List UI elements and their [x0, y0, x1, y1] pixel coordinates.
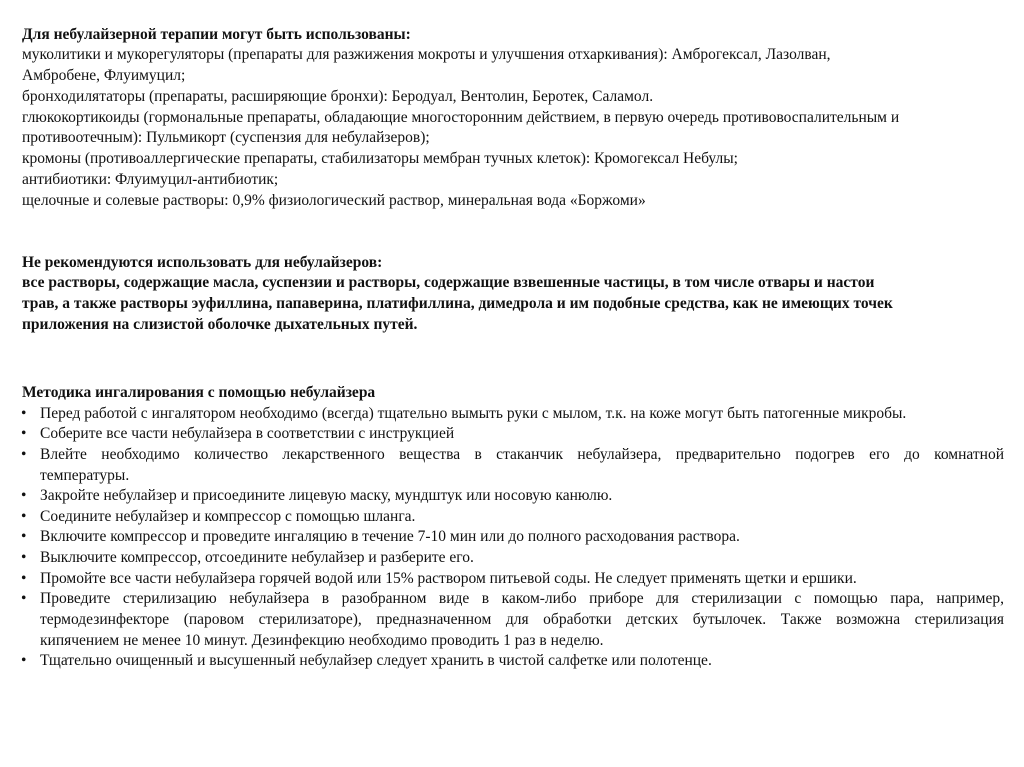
list-item-text: Промойте все части небулайзера горячей водой или 15% раствором питьевой соды. Не следует применять щетки и ершики. — [40, 570, 857, 587]
bullet-icon: • — [21, 570, 27, 587]
bullet-icon: • — [21, 590, 27, 607]
bullet-icon: • — [21, 652, 27, 669]
list-item-text: Проведите стерилизацию небулайзера в разобранном виде в каком-либо приборе для стерилизации с помощью пара, например, — [40, 590, 1004, 607]
section1-heading: Для небулайзерной терапии могут быть использованы: — [22, 26, 411, 43]
list-item-text: термодезинфекторе (паровом стерилизаторе), предназначенном для обработки детских бутылочек. Также возможна стерилизация — [40, 611, 1004, 628]
list-item-text: Закройте небулайзер и присоедините лицевую маску, мундштук или носовую канюлю. — [40, 487, 613, 504]
list-item-text: Включите компрессор и проведите ингаляцию в течение 7-10 мин или до полного расходования раствора. — [40, 528, 740, 545]
bullet-icon: • — [21, 528, 27, 545]
section1-line: бронходилятаторы (препараты, расширяющие бронхи): Беродуал, Вентолин, Беротек, Саламол. — [22, 88, 654, 105]
section2-heading: Не рекомендуются использовать для небулайзеров: — [22, 254, 383, 271]
bullet-icon: • — [21, 405, 27, 422]
list-item-text: Соедините небулайзер и компрессор с помощью шланга. — [40, 508, 416, 525]
list-item-text: Выключите компрессор, отсоедините небулайзер и разберите его. — [40, 549, 474, 566]
section1-line: муколитики и мукорегуляторы (препараты для разжижения мокроты и улучшения отхаркивания): Амброгексал, Лазолван, — [22, 46, 831, 63]
list-item-text: кипячением не менее 10 минут. Дезинфекцию необходимо проводить 1 раз в неделю. — [40, 632, 604, 649]
list-item-text: температуры. — [40, 467, 130, 484]
list-item-text: Тщательно очищенный и высушенный небулайзер следует хранить в чистой салфетке или полотенце. — [40, 652, 712, 669]
bullet-icon: • — [21, 508, 27, 525]
bullet-icon: • — [21, 487, 27, 504]
section2-line: все растворы, содержащие масла, суспензии и растворы, содержащие взвешенные частицы, в том числе отвары и настои — [22, 274, 875, 291]
section2-line: трав, а также растворы эуфиллина, папаверина, платифиллина, димедрола и им подобные средства, как не имеющих точек — [22, 295, 893, 312]
list-item-text: Влейте необходимо количество лекарственного вещества в стаканчик небулайзера, предварительно подогрев его до комнатной — [40, 446, 1004, 463]
section1-line: кромоны (противоаллергические препараты, стабилизаторы мембран тучных клеток): Кромогексал Небулы; — [22, 150, 738, 167]
list-item-text: Соберите все части небулайзера в соответствии с инструкцией — [40, 425, 455, 442]
section1-line: антибиотики: Флуимуцил-антибиотик; — [22, 171, 279, 188]
section3-heading: Методика ингалирования с помощью небулайзера — [22, 384, 376, 401]
bullet-icon: • — [21, 425, 27, 442]
section1-line: глюкокортикоиды (гормональные препараты, обладающие многосторонним действием, в первую очередь противовоспалительным и — [22, 109, 900, 126]
section1-line: щелочные и солевые растворы: 0,9% физиологический раствор, минеральная вода «Боржоми» — [22, 192, 646, 209]
list-item-text: Перед работой с ингалятором необходимо (всегда) тщательно вымыть руки с мылом, т.к. на коже могут быть патогенные микробы. — [40, 405, 907, 422]
section1-line: противоотечным): Пульмикорт (суспензия для небулайзеров); — [22, 129, 430, 146]
bullet-icon: • — [21, 446, 27, 463]
section1-line: Амбробене, Флуимуцил; — [22, 67, 186, 84]
section2-line: приложения на слизистой оболочке дыхательных путей. — [22, 316, 418, 333]
bullet-icon: • — [21, 549, 27, 566]
